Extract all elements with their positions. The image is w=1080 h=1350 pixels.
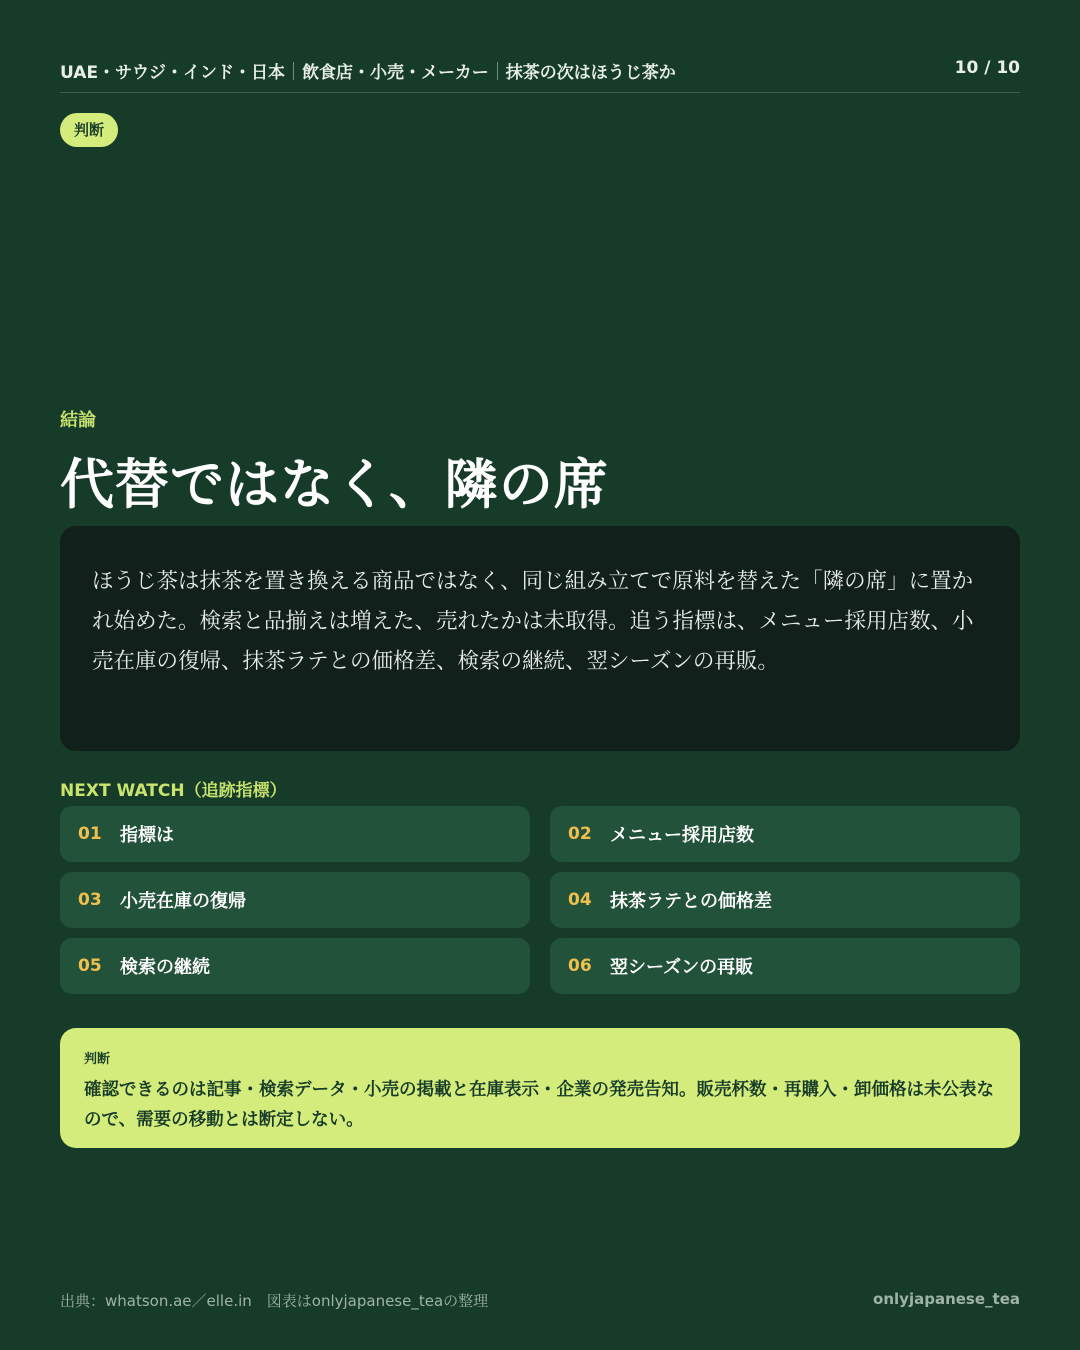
breadcrumb-divider: [293, 62, 294, 80]
conclusion-kicker: 結論: [60, 410, 96, 431]
watch-item-number: 03: [78, 890, 102, 910]
summary-text: ほうじ茶は抹茶を置き換える商品ではなく、同じ組み立てで原料を替えた「隣の席」に置かれ始めた。検索と品揃えは増えた、売れたかは未取得。追う指標は、メニュー採用店数、小売在庫の復帰、抹茶ラテとの価格差、検索の継続、翌シーズンの再販。: [92, 569, 974, 674]
breadcrumb-region: UAE・サウジ・インド・日本: [60, 63, 286, 83]
footer-source: 出典：whatson.ae／elle.in 図表はonlyjapanese_teaの整理: [60, 1292, 489, 1310]
verdict-box: [60, 1028, 1020, 1148]
summary-box: [60, 526, 1020, 751]
watch-item: [60, 806, 530, 862]
watch-item-label: 指標は: [120, 825, 174, 846]
next-watch-grid: [60, 806, 1020, 994]
watch-item-label: 翌シーズンの再販: [610, 957, 754, 978]
watch-item-label: 小売在庫の復帰: [120, 891, 246, 912]
next-watch-title: NEXT WATCH（追跡指標）: [60, 781, 287, 801]
breadcrumb-sector: 飲食店・小売・メーカー: [302, 63, 489, 83]
watch-item-number: 04: [568, 890, 592, 910]
watch-item: [60, 938, 530, 994]
watch-item: [60, 872, 530, 928]
watch-item-number: 02: [568, 824, 592, 844]
watch-item-label: 抹茶ラテとの価格差: [610, 891, 772, 912]
watch-item-label: 検索の継続: [120, 957, 210, 978]
watch-item: [550, 806, 1020, 862]
watch-item: [550, 938, 1020, 994]
page-counter: 10 / 10: [954, 58, 1020, 78]
watch-item-number: 06: [568, 956, 592, 976]
watch-item: [550, 872, 1020, 928]
page-title: 代替ではなく、隣の席: [60, 453, 609, 516]
watch-item-number: 01: [78, 824, 102, 844]
category-tag: 判断: [60, 113, 118, 147]
verdict-text: 確認できるのは記事・検索データ・小売の掲載と在庫表示・企業の発売告知。販売杯数・再購入・卸価格は未公表なので、需要の移動とは断定しない。: [84, 1080, 994, 1130]
watch-item-label: メニュー採用店数: [610, 825, 754, 846]
footer-handle: onlyjapanese_tea: [873, 1290, 1020, 1308]
verdict-label: 判断: [84, 1052, 111, 1067]
breadcrumb: [60, 58, 676, 83]
breadcrumb-divider: [497, 62, 498, 80]
watch-item-number: 05: [78, 956, 102, 976]
header: [60, 58, 1020, 93]
breadcrumb-topic: 抹茶の次はほうじ茶か: [505, 63, 676, 83]
